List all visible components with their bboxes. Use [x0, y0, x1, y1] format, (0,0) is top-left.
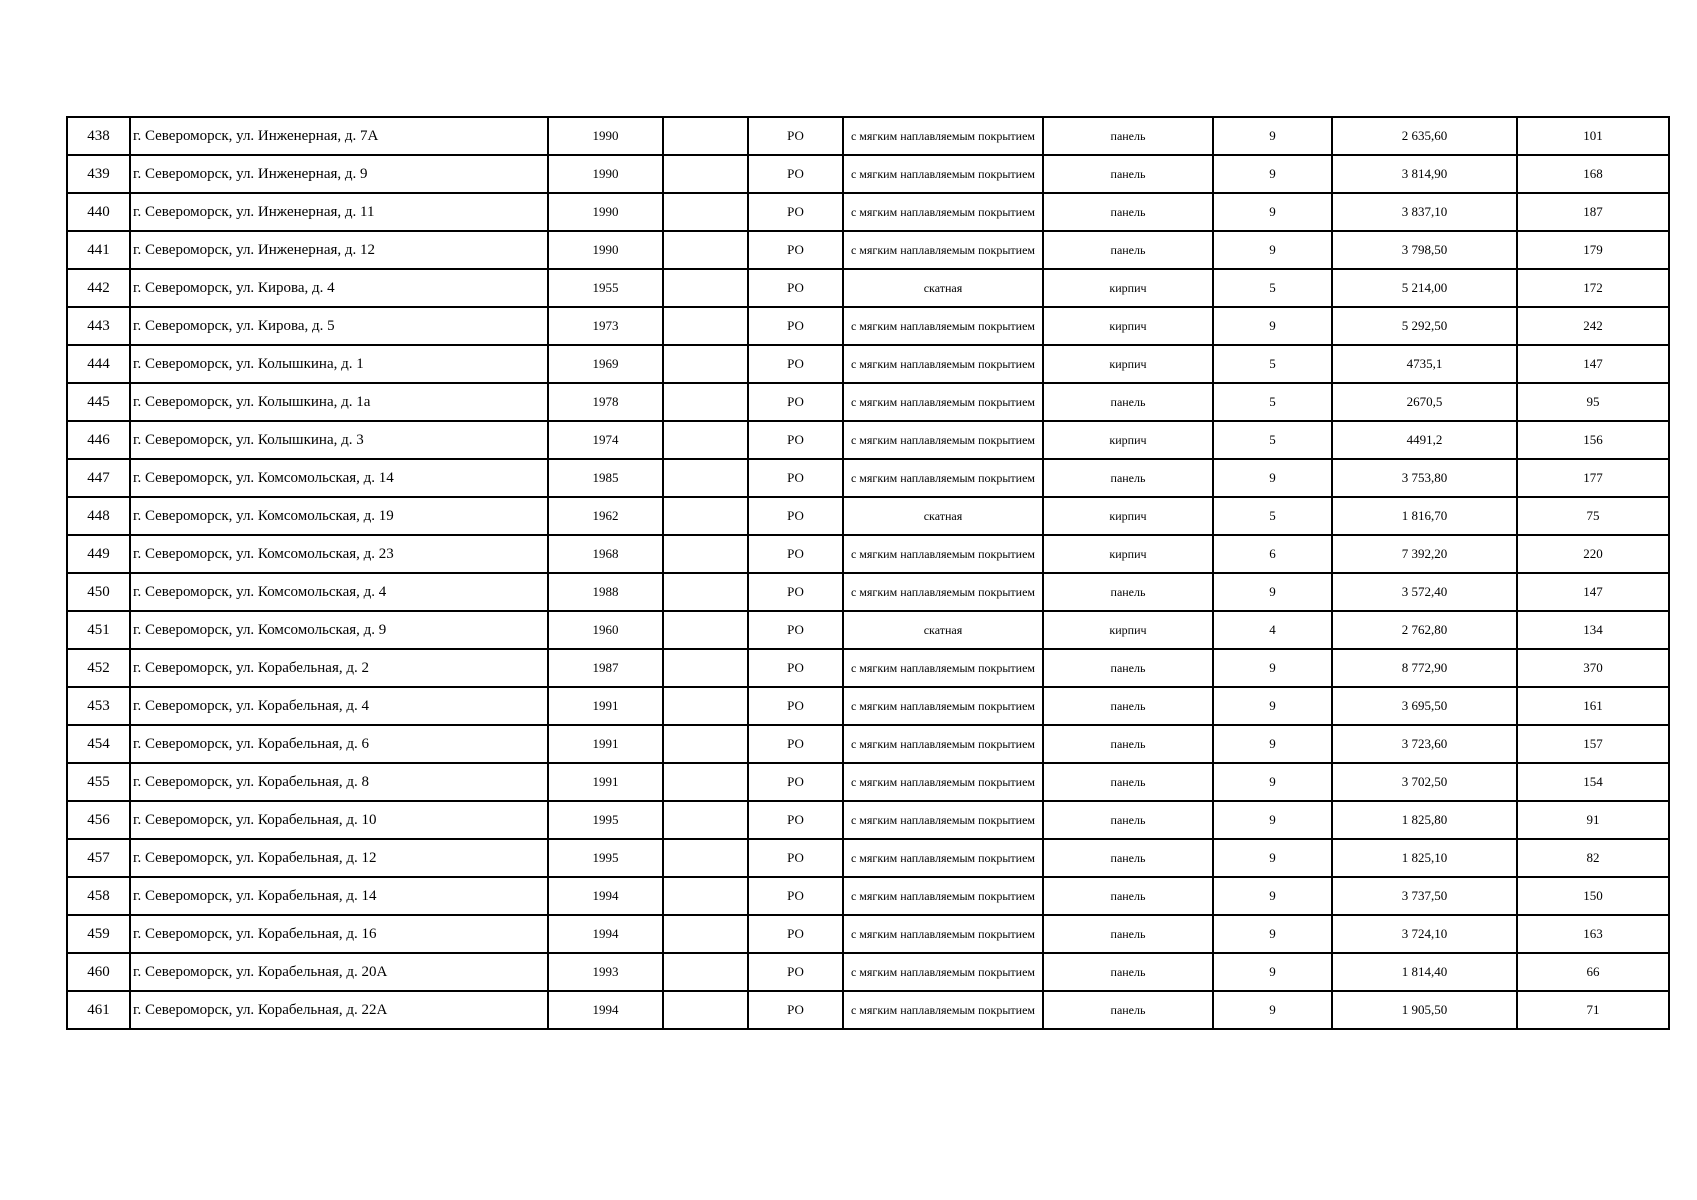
residents-cell: 157 — [1517, 725, 1669, 763]
residents-cell: 147 — [1517, 345, 1669, 383]
year-built-cell: 1973 — [548, 307, 663, 345]
empty-cell — [663, 687, 748, 725]
wall-material-cell: панель — [1043, 231, 1213, 269]
residents-cell: 156 — [1517, 421, 1669, 459]
row-number-cell: 458 — [67, 877, 130, 915]
table-row — [67, 155, 1669, 193]
area-cell: 3 737,50 — [1332, 877, 1517, 915]
address-cell: г. Североморск, ул. Кирова, д. 5 — [130, 307, 548, 345]
table-row — [67, 193, 1669, 231]
table-row — [67, 117, 1669, 155]
table-row — [67, 801, 1669, 839]
area-cell: 3 837,10 — [1332, 193, 1517, 231]
row-number-cell: 452 — [67, 649, 130, 687]
program-code-cell: РО — [748, 231, 843, 269]
program-code-cell: РО — [748, 117, 843, 155]
empty-cell — [663, 193, 748, 231]
floors-cell: 9 — [1213, 725, 1332, 763]
program-code-cell: РО — [748, 915, 843, 953]
residents-cell: 220 — [1517, 535, 1669, 573]
wall-material-cell: панель — [1043, 725, 1213, 763]
address-cell: г. Североморск, ул. Корабельная, д. 12 — [130, 839, 548, 877]
program-code-cell: РО — [748, 193, 843, 231]
year-built-cell: 1987 — [548, 649, 663, 687]
roof-type-cell: с мягким наплавляемым покрытием — [843, 573, 1043, 611]
row-number-cell: 455 — [67, 763, 130, 801]
residents-cell: 75 — [1517, 497, 1669, 535]
row-number-cell: 454 — [67, 725, 130, 763]
table-row — [67, 915, 1669, 953]
year-built-cell: 1968 — [548, 535, 663, 573]
empty-cell — [663, 231, 748, 269]
roof-type-cell: скатная — [843, 497, 1043, 535]
residents-cell: 177 — [1517, 459, 1669, 497]
address-cell: г. Североморск, ул. Комсомольская, д. 23 — [130, 535, 548, 573]
address-cell: г. Североморск, ул. Корабельная, д. 22А — [130, 991, 548, 1029]
year-built-cell: 1994 — [548, 877, 663, 915]
wall-material-cell: панель — [1043, 383, 1213, 421]
area-cell: 3 814,90 — [1332, 155, 1517, 193]
program-code-cell: РО — [748, 687, 843, 725]
address-cell: г. Североморск, ул. Колышкина, д. 3 — [130, 421, 548, 459]
empty-cell — [663, 953, 748, 991]
year-built-cell: 1960 — [548, 611, 663, 649]
program-code-cell: РО — [748, 839, 843, 877]
row-number-cell: 438 — [67, 117, 130, 155]
wall-material-cell: панель — [1043, 649, 1213, 687]
empty-cell — [663, 345, 748, 383]
year-built-cell: 1994 — [548, 991, 663, 1029]
roof-type-cell: скатная — [843, 269, 1043, 307]
empty-cell — [663, 269, 748, 307]
program-code-cell: РО — [748, 649, 843, 687]
residents-cell: 147 — [1517, 573, 1669, 611]
residents-cell: 163 — [1517, 915, 1669, 953]
area-cell: 1 905,50 — [1332, 991, 1517, 1029]
area-cell: 3 724,10 — [1332, 915, 1517, 953]
row-number-cell: 439 — [67, 155, 130, 193]
table-row — [67, 421, 1669, 459]
floors-cell: 5 — [1213, 421, 1332, 459]
roof-type-cell: с мягким наплавляемым покрытием — [843, 953, 1043, 991]
address-cell: г. Североморск, ул. Комсомольская, д. 9 — [130, 611, 548, 649]
area-cell: 1 825,10 — [1332, 839, 1517, 877]
roof-type-cell: с мягким наплавляемым покрытием — [843, 155, 1043, 193]
area-cell: 3 723,60 — [1332, 725, 1517, 763]
row-number-cell: 446 — [67, 421, 130, 459]
empty-cell — [663, 535, 748, 573]
residents-cell: 95 — [1517, 383, 1669, 421]
floors-cell: 9 — [1213, 991, 1332, 1029]
floors-cell: 5 — [1213, 345, 1332, 383]
program-code-cell: РО — [748, 953, 843, 991]
address-cell: г. Североморск, ул. Колышкина, д. 1 — [130, 345, 548, 383]
floors-cell: 9 — [1213, 155, 1332, 193]
roof-type-cell: с мягким наплавляемым покрытием — [843, 725, 1043, 763]
address-cell: г. Североморск, ул. Корабельная, д. 8 — [130, 763, 548, 801]
wall-material-cell: панель — [1043, 801, 1213, 839]
address-cell: г. Североморск, ул. Корабельная, д. 20А — [130, 953, 548, 991]
area-cell: 3 702,50 — [1332, 763, 1517, 801]
floors-cell: 6 — [1213, 535, 1332, 573]
residents-cell: 91 — [1517, 801, 1669, 839]
wall-material-cell: кирпич — [1043, 269, 1213, 307]
table-row — [67, 269, 1669, 307]
table-row — [67, 345, 1669, 383]
wall-material-cell: панель — [1043, 687, 1213, 725]
program-code-cell: РО — [748, 307, 843, 345]
year-built-cell: 1991 — [548, 687, 663, 725]
row-number-cell: 441 — [67, 231, 130, 269]
area-cell: 2 635,60 — [1332, 117, 1517, 155]
table-row — [67, 573, 1669, 611]
address-cell: г. Североморск, ул. Инженерная, д. 9 — [130, 155, 548, 193]
address-cell: г. Североморск, ул. Колышкина, д. 1а — [130, 383, 548, 421]
floors-cell: 9 — [1213, 573, 1332, 611]
empty-cell — [663, 649, 748, 687]
residents-cell: 134 — [1517, 611, 1669, 649]
floors-cell: 9 — [1213, 649, 1332, 687]
program-code-cell: РО — [748, 421, 843, 459]
wall-material-cell: панель — [1043, 155, 1213, 193]
year-built-cell: 1955 — [548, 269, 663, 307]
address-cell: г. Североморск, ул. Корабельная, д. 6 — [130, 725, 548, 763]
floors-cell: 9 — [1213, 193, 1332, 231]
address-cell: г. Североморск, ул. Комсомольская, д. 4 — [130, 573, 548, 611]
area-cell: 1 814,40 — [1332, 953, 1517, 991]
row-number-cell: 456 — [67, 801, 130, 839]
roof-type-cell: с мягким наплавляемым покрытием — [843, 117, 1043, 155]
empty-cell — [663, 915, 748, 953]
floors-cell: 4 — [1213, 611, 1332, 649]
row-number-cell: 442 — [67, 269, 130, 307]
row-number-cell: 440 — [67, 193, 130, 231]
floors-cell: 9 — [1213, 763, 1332, 801]
empty-cell — [663, 763, 748, 801]
row-number-cell: 444 — [67, 345, 130, 383]
area-cell: 3 572,40 — [1332, 573, 1517, 611]
year-built-cell: 1962 — [548, 497, 663, 535]
wall-material-cell: панель — [1043, 915, 1213, 953]
row-number-cell: 443 — [67, 307, 130, 345]
empty-cell — [663, 383, 748, 421]
floors-cell: 5 — [1213, 497, 1332, 535]
roof-type-cell: с мягким наплавляемым покрытием — [843, 687, 1043, 725]
empty-cell — [663, 801, 748, 839]
floors-cell: 9 — [1213, 953, 1332, 991]
residents-cell: 172 — [1517, 269, 1669, 307]
wall-material-cell: панель — [1043, 991, 1213, 1029]
row-number-cell: 459 — [67, 915, 130, 953]
residents-cell: 168 — [1517, 155, 1669, 193]
roof-type-cell: с мягким наплавляемым покрытием — [843, 763, 1043, 801]
year-built-cell: 1995 — [548, 801, 663, 839]
year-built-cell: 1990 — [548, 117, 663, 155]
floors-cell: 9 — [1213, 839, 1332, 877]
row-number-cell: 451 — [67, 611, 130, 649]
program-code-cell: РО — [748, 877, 843, 915]
program-code-cell: РО — [748, 611, 843, 649]
roof-type-cell: с мягким наплавляемым покрытием — [843, 231, 1043, 269]
table-row — [67, 383, 1669, 421]
year-built-cell: 1985 — [548, 459, 663, 497]
table-row — [67, 877, 1669, 915]
area-cell: 4735,1 — [1332, 345, 1517, 383]
table-row — [67, 535, 1669, 573]
floors-cell: 9 — [1213, 915, 1332, 953]
program-code-cell: РО — [748, 459, 843, 497]
roof-type-cell: с мягким наплавляемым покрытием — [843, 345, 1043, 383]
address-cell: г. Североморск, ул. Корабельная, д. 10 — [130, 801, 548, 839]
area-cell: 7 392,20 — [1332, 535, 1517, 573]
program-code-cell: РО — [748, 763, 843, 801]
program-code-cell: РО — [748, 497, 843, 535]
wall-material-cell: панель — [1043, 117, 1213, 155]
row-number-cell: 447 — [67, 459, 130, 497]
wall-material-cell: панель — [1043, 839, 1213, 877]
area-cell: 3 753,80 — [1332, 459, 1517, 497]
residents-cell: 242 — [1517, 307, 1669, 345]
roof-type-cell: скатная — [843, 611, 1043, 649]
roof-type-cell: с мягким наплавляемым покрытием — [843, 535, 1043, 573]
year-built-cell: 1969 — [548, 345, 663, 383]
year-built-cell: 1990 — [548, 193, 663, 231]
year-built-cell: 1994 — [548, 915, 663, 953]
table-row — [67, 497, 1669, 535]
year-built-cell: 1978 — [548, 383, 663, 421]
year-built-cell: 1988 — [548, 573, 663, 611]
residents-cell: 179 — [1517, 231, 1669, 269]
floors-cell: 5 — [1213, 269, 1332, 307]
address-cell: г. Североморск, ул. Корабельная, д. 2 — [130, 649, 548, 687]
area-cell: 1 825,80 — [1332, 801, 1517, 839]
empty-cell — [663, 459, 748, 497]
empty-cell — [663, 725, 748, 763]
roof-type-cell: с мягким наплавляемым покрытием — [843, 839, 1043, 877]
address-cell: г. Североморск, ул. Комсомольская, д. 14 — [130, 459, 548, 497]
wall-material-cell: кирпич — [1043, 345, 1213, 383]
row-number-cell: 449 — [67, 535, 130, 573]
program-code-cell: РО — [748, 345, 843, 383]
area-cell: 3 695,50 — [1332, 687, 1517, 725]
row-number-cell: 461 — [67, 991, 130, 1029]
floors-cell: 5 — [1213, 383, 1332, 421]
area-cell: 5 292,50 — [1332, 307, 1517, 345]
row-number-cell: 445 — [67, 383, 130, 421]
address-cell: г. Североморск, ул. Инженерная, д. 11 — [130, 193, 548, 231]
residents-cell: 82 — [1517, 839, 1669, 877]
address-cell: г. Североморск, ул. Кирова, д. 4 — [130, 269, 548, 307]
table-row — [67, 991, 1669, 1029]
program-code-cell: РО — [748, 991, 843, 1029]
area-cell: 8 772,90 — [1332, 649, 1517, 687]
year-built-cell: 1993 — [548, 953, 663, 991]
wall-material-cell: панель — [1043, 459, 1213, 497]
area-cell: 1 816,70 — [1332, 497, 1517, 535]
roof-type-cell: с мягким наплавляемым покрытием — [843, 383, 1043, 421]
residents-cell: 101 — [1517, 117, 1669, 155]
wall-material-cell: кирпич — [1043, 421, 1213, 459]
residents-cell: 161 — [1517, 687, 1669, 725]
year-built-cell: 1990 — [548, 231, 663, 269]
roof-type-cell: с мягким наплавляемым покрытием — [843, 877, 1043, 915]
year-built-cell: 1991 — [548, 763, 663, 801]
residents-cell: 150 — [1517, 877, 1669, 915]
table-row — [67, 649, 1669, 687]
roof-type-cell: с мягким наплавляемым покрытием — [843, 421, 1043, 459]
area-cell: 2 762,80 — [1332, 611, 1517, 649]
floors-cell: 9 — [1213, 459, 1332, 497]
wall-material-cell: панель — [1043, 877, 1213, 915]
year-built-cell: 1974 — [548, 421, 663, 459]
roof-type-cell: с мягким наплавляемым покрытием — [843, 193, 1043, 231]
table-row — [67, 687, 1669, 725]
floors-cell: 9 — [1213, 231, 1332, 269]
year-built-cell: 1990 — [548, 155, 663, 193]
program-code-cell: РО — [748, 383, 843, 421]
residents-cell: 370 — [1517, 649, 1669, 687]
row-number-cell: 453 — [67, 687, 130, 725]
year-built-cell: 1991 — [548, 725, 663, 763]
empty-cell — [663, 611, 748, 649]
roof-type-cell: с мягким наплавляемым покрытием — [843, 307, 1043, 345]
empty-cell — [663, 421, 748, 459]
table-row — [67, 763, 1669, 801]
residents-cell: 154 — [1517, 763, 1669, 801]
empty-cell — [663, 155, 748, 193]
wall-material-cell: панель — [1043, 573, 1213, 611]
program-code-cell: РО — [748, 269, 843, 307]
floors-cell: 9 — [1213, 687, 1332, 725]
wall-material-cell: кирпич — [1043, 611, 1213, 649]
table-body — [67, 117, 1669, 1029]
floors-cell: 9 — [1213, 117, 1332, 155]
roof-type-cell: с мягким наплавляемым покрытием — [843, 915, 1043, 953]
wall-material-cell: кирпич — [1043, 307, 1213, 345]
table-row — [67, 953, 1669, 991]
residents-cell: 187 — [1517, 193, 1669, 231]
table-row — [67, 725, 1669, 763]
program-code-cell: РО — [748, 573, 843, 611]
program-code-cell: РО — [748, 801, 843, 839]
area-cell: 5 214,00 — [1332, 269, 1517, 307]
row-number-cell: 448 — [67, 497, 130, 535]
table-row — [67, 611, 1669, 649]
empty-cell — [663, 573, 748, 611]
program-code-cell: РО — [748, 155, 843, 193]
address-cell: г. Североморск, ул. Инженерная, д. 12 — [130, 231, 548, 269]
empty-cell — [663, 497, 748, 535]
empty-cell — [663, 117, 748, 155]
area-cell: 4491,2 — [1332, 421, 1517, 459]
empty-cell — [663, 877, 748, 915]
wall-material-cell: кирпич — [1043, 497, 1213, 535]
table-row — [67, 839, 1669, 877]
empty-cell — [663, 307, 748, 345]
floors-cell: 9 — [1213, 801, 1332, 839]
row-number-cell: 457 — [67, 839, 130, 877]
empty-cell — [663, 991, 748, 1029]
program-code-cell: РО — [748, 535, 843, 573]
floors-cell: 9 — [1213, 307, 1332, 345]
row-number-cell: 460 — [67, 953, 130, 991]
roof-type-cell: с мягким наплавляемым покрытием — [843, 801, 1043, 839]
wall-material-cell: панель — [1043, 953, 1213, 991]
area-cell: 2670,5 — [1332, 383, 1517, 421]
row-number-cell: 450 — [67, 573, 130, 611]
roof-type-cell: с мягким наплавляемым покрытием — [843, 459, 1043, 497]
roof-type-cell: с мягким наплавляемым покрытием — [843, 991, 1043, 1029]
housing-register-table — [66, 116, 1670, 1030]
program-code-cell: РО — [748, 725, 843, 763]
table-row — [67, 231, 1669, 269]
wall-material-cell: панель — [1043, 763, 1213, 801]
empty-cell — [663, 839, 748, 877]
address-cell: г. Североморск, ул. Комсомольская, д. 19 — [130, 497, 548, 535]
roof-type-cell: с мягким наплавляемым покрытием — [843, 649, 1043, 687]
address-cell: г. Североморск, ул. Инженерная, д. 7А — [130, 117, 548, 155]
address-cell: г. Североморск, ул. Корабельная, д. 14 — [130, 877, 548, 915]
table-row — [67, 307, 1669, 345]
floors-cell: 9 — [1213, 877, 1332, 915]
wall-material-cell: панель — [1043, 193, 1213, 231]
address-cell: г. Североморск, ул. Корабельная, д. 16 — [130, 915, 548, 953]
address-cell: г. Североморск, ул. Корабельная, д. 4 — [130, 687, 548, 725]
year-built-cell: 1995 — [548, 839, 663, 877]
residents-cell: 71 — [1517, 991, 1669, 1029]
wall-material-cell: кирпич — [1043, 535, 1213, 573]
area-cell: 3 798,50 — [1332, 231, 1517, 269]
table-row — [67, 459, 1669, 497]
residents-cell: 66 — [1517, 953, 1669, 991]
